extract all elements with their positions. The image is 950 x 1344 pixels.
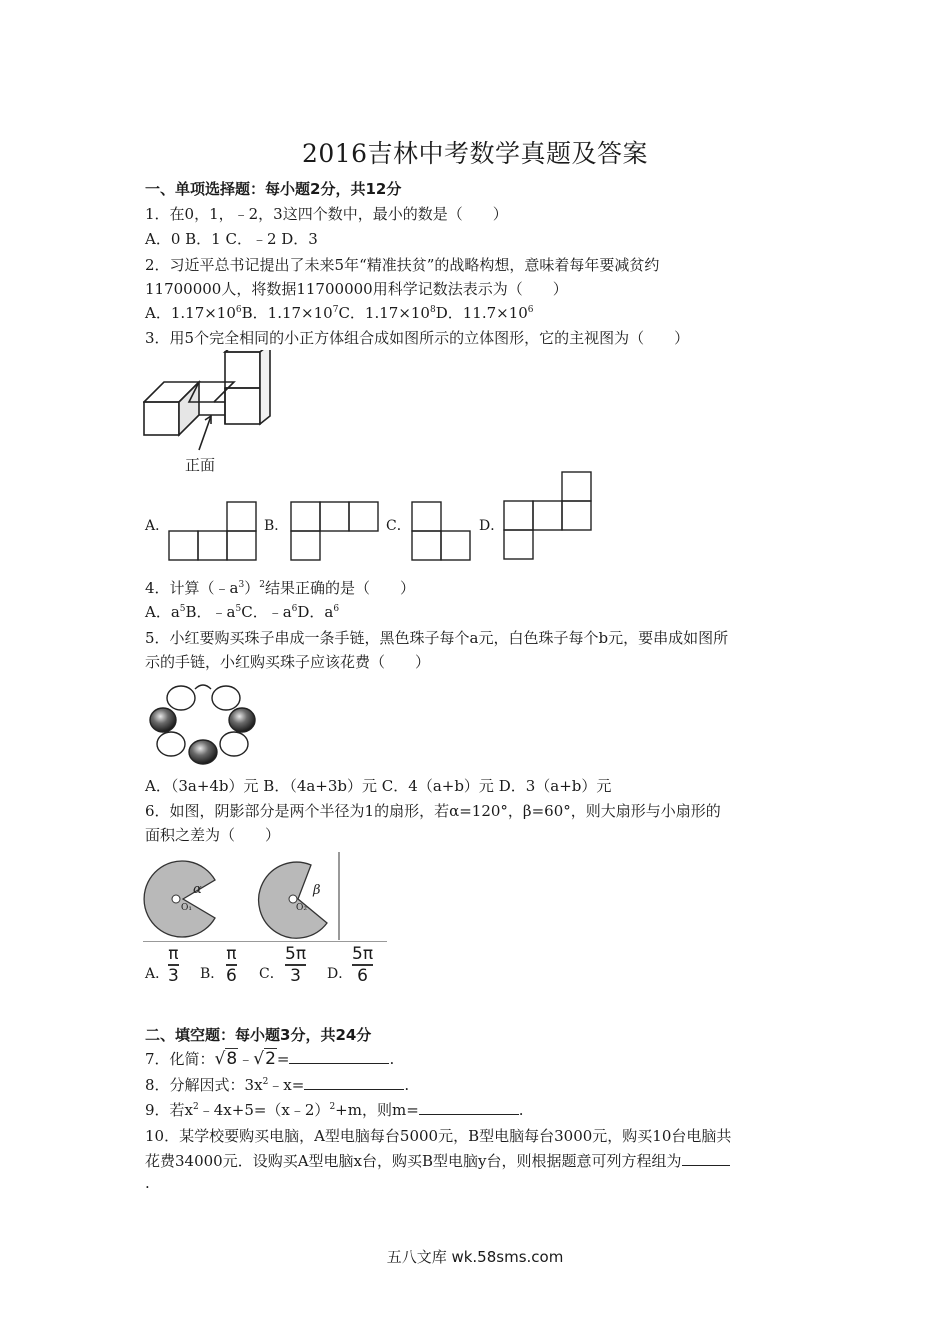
q3-option-d-figure	[502, 470, 594, 562]
answer-blank[interactable]	[419, 1099, 519, 1115]
alpha-label: α	[193, 882, 202, 897]
question-5-stem-line2: 示的手链，小红购买珠子应该花费（ ）	[145, 653, 431, 671]
option-a: A．$1.17\times 10^6$	[145, 304, 242, 322]
q6-option-c-fraction: $\frac{5\pi}{3}$	[285, 944, 307, 986]
center-o1-label: O₁	[181, 903, 192, 913]
question-2-stem-line2: 11700000人，将数据11700000用科学记数法表示为（ ）	[145, 280, 568, 298]
answer-blank[interactable]	[289, 1048, 389, 1064]
q3-option-c-figure	[411, 500, 473, 562]
question-10-stem-line2: 花费34000元．设购买A型电脑x台，购买B型电脑y台，则根据题意可列方程组为	[145, 1150, 730, 1171]
question-5-options: A．（3a+4b）元 B．（4a+3b）元 C．4（a+b）元 D．3（a+b）元	[145, 777, 612, 795]
bead-bracelet-figure	[143, 678, 263, 766]
question-1-stem: 1．在0，1，﹣2，3这四个数中，最小的数是（ ）	[145, 205, 508, 223]
sqrt-2: √2	[253, 1049, 276, 1069]
question-5-stem-line1: 5．小红要购买珠子串成一条手链，黑色珠子每个a元，白色珠子每个b元，要串成如图所	[145, 629, 729, 647]
question-6-stem-line2: 面积之差为（ ）	[145, 826, 281, 844]
option-d: D．$a^6$	[297, 603, 340, 621]
front-label: 正面	[185, 456, 216, 474]
option-c: C．$﹣a^6$	[241, 603, 298, 621]
section-1-heading: 一、单项选择题：每小题2分，共12分	[145, 180, 402, 198]
question-4-stem: 4．计算$(﹣a^3)^2$结果正确的是（ ）	[145, 579, 415, 597]
option-b: B．$1.17\times 10^7$	[241, 304, 339, 322]
q3-option-b-label: B．	[264, 518, 289, 534]
question-6-stem-line1: 6．如图，阴影部分是两个半径为1的扇形，若α=120°，β=60°，则大扇形与小扇形的	[145, 802, 721, 820]
cube-solid-figure	[143, 350, 275, 475]
q3-option-a-label: A．	[145, 518, 170, 534]
question-10-end: .	[145, 1174, 150, 1192]
q6-option-b-label: B．	[200, 966, 225, 982]
question-3-stem: 3．用5个完全相同的小正方体组合成如图所示的立体图形，它的主视图为（ ）	[145, 329, 690, 347]
question-2-options	[145, 302, 534, 323]
sqrt-8: √8	[214, 1049, 238, 1069]
answer-blank[interactable]	[682, 1150, 730, 1166]
question-9: 9．若$x^2﹣4x+5=(x﹣2)^2+m$，则m= .	[145, 1101, 524, 1119]
q6-option-c-label: C．	[259, 966, 284, 982]
section-2-heading: 二、填空题：每小题3分，共24分	[145, 1026, 372, 1044]
question-4-options	[145, 601, 339, 622]
q6-option-b-fraction: $\frac{\pi}{6}$	[226, 944, 237, 986]
option-a: A．$a^5$	[145, 603, 186, 621]
q3-option-c-label: C．	[386, 518, 411, 534]
question-7: 7．化简：√8﹣√2= .	[145, 1049, 395, 1069]
q6-option-d-fraction: $\frac{5\pi}{6}$	[352, 944, 374, 986]
question-10-stem-line1: 10．某学校要购买电脑，A型电脑每台5000元，B型电脑每台3000元，购买10台电脑共	[145, 1127, 732, 1145]
q6-option-a-label: A．	[145, 966, 170, 982]
divider	[143, 941, 387, 942]
question-1-options: A．0 B．1 C．﹣2 D．3	[145, 230, 318, 248]
beta-label: β	[313, 883, 321, 898]
q3-option-a-figure	[168, 500, 258, 562]
q6-option-d-label: D．	[327, 966, 353, 982]
q3-option-b-figure	[290, 500, 380, 562]
page-title: 2016吉林中考数学真题及答案	[301, 139, 649, 168]
option-b: B．$﹣a^5$	[185, 603, 242, 621]
center-o2-label: O₂	[296, 903, 307, 913]
option-d: D．$11.7\times 10^6$	[435, 304, 534, 322]
footer-watermark: 五八文库 wk.58sms.com	[386, 1248, 564, 1266]
answer-blank[interactable]	[304, 1074, 404, 1090]
question-8: 8．分解因式：$3x^2﹣x=$ .	[145, 1076, 410, 1094]
q6-option-a-fraction: $\frac{\pi}{3}$	[168, 944, 179, 986]
sector-figures	[143, 852, 340, 940]
question-2-stem-line1: 2．习近平总书记提出了未来5年“精准扶贫”的战略构想，意味着每年要减贫约	[145, 256, 660, 274]
option-c: C．$1.17\times 10^8$	[338, 304, 436, 322]
q3-option-d-label: D．	[479, 518, 505, 534]
